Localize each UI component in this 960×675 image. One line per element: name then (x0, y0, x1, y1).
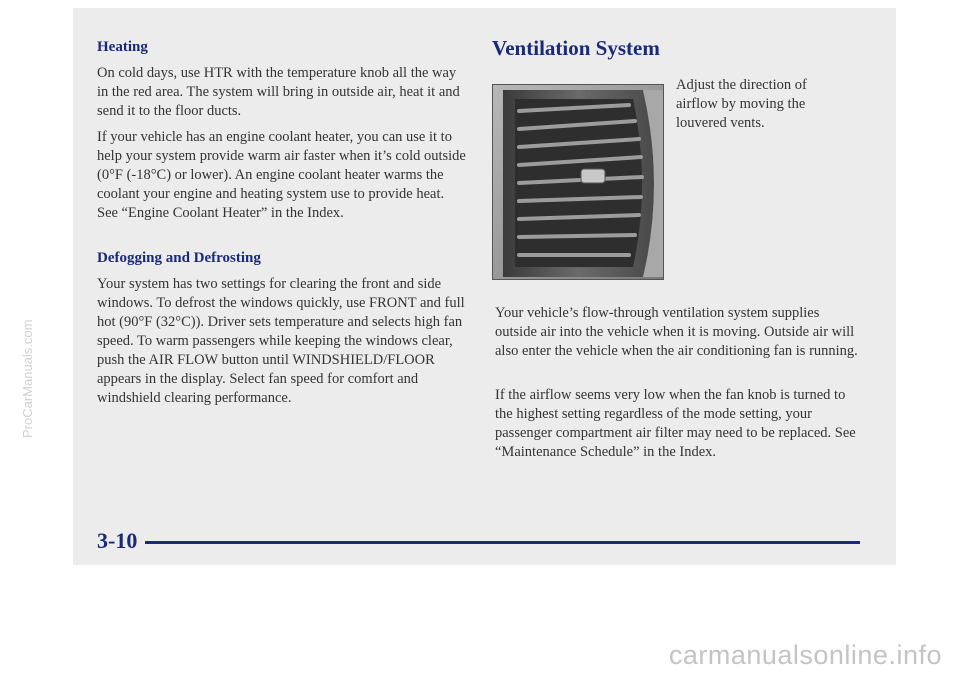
vent-photo (492, 84, 664, 280)
heating-heading: Heating (97, 39, 148, 55)
bottom-watermark: carmanualsonline.info (668, 640, 942, 670)
side-watermark: ProCarManuals.com (20, 319, 35, 438)
ventilation-paragraph-2: If the airflow seems very low when the fan knob is turned to the highest setting regardless of the mode setting, your passenger compartment air filter may need to be replaced. See “Maintenance Schedule” in the Index. (495, 387, 856, 460)
heating-paragraph-1: On cold days, use HTR with the temperature knob all the way in the red area. The system will bring in outside air, heat it and send it to the floor ducts. (97, 65, 460, 119)
page-number: 3-10 (97, 528, 138, 553)
footer-rule (145, 541, 860, 544)
defogging-paragraph: Your system has two settings for clearing the front and side windows. To defrost the windows quickly, use FRONT and full hot (90°F (32°C)). Driver sets temperature and selects high fan speed. To warm passengers while keeping the windows clear, push the AIR FLOW button until WINDSHIELD/FLOOR appears in the display. Select fan speed for comfort and windshield clearing performance. (97, 276, 465, 406)
vent-caption: Adjust the direction of airflow by moving the louvered vents. (676, 77, 807, 131)
ventilation-heading: Ventilation System (492, 36, 660, 60)
louvered-vent-image (493, 85, 664, 280)
ventilation-paragraph-1: Your vehicle’s flow-through ventilation system supplies outside air into the vehicle when it is moving. Outside air will also enter the vehicle when the air conditioning fan is running. (495, 305, 858, 359)
heating-paragraph-2: If your vehicle has an engine coolant heater, you can use it to help your system provide warm air faster when it’s cold outside (0°F (-18°C) or lower). An engine coolant heater warms the coolant your engine and heating system use to provide heat. See “Engine Coolant Heater” in the Index. (97, 129, 466, 221)
defogging-heading: Defogging and Defrosting (97, 250, 261, 266)
